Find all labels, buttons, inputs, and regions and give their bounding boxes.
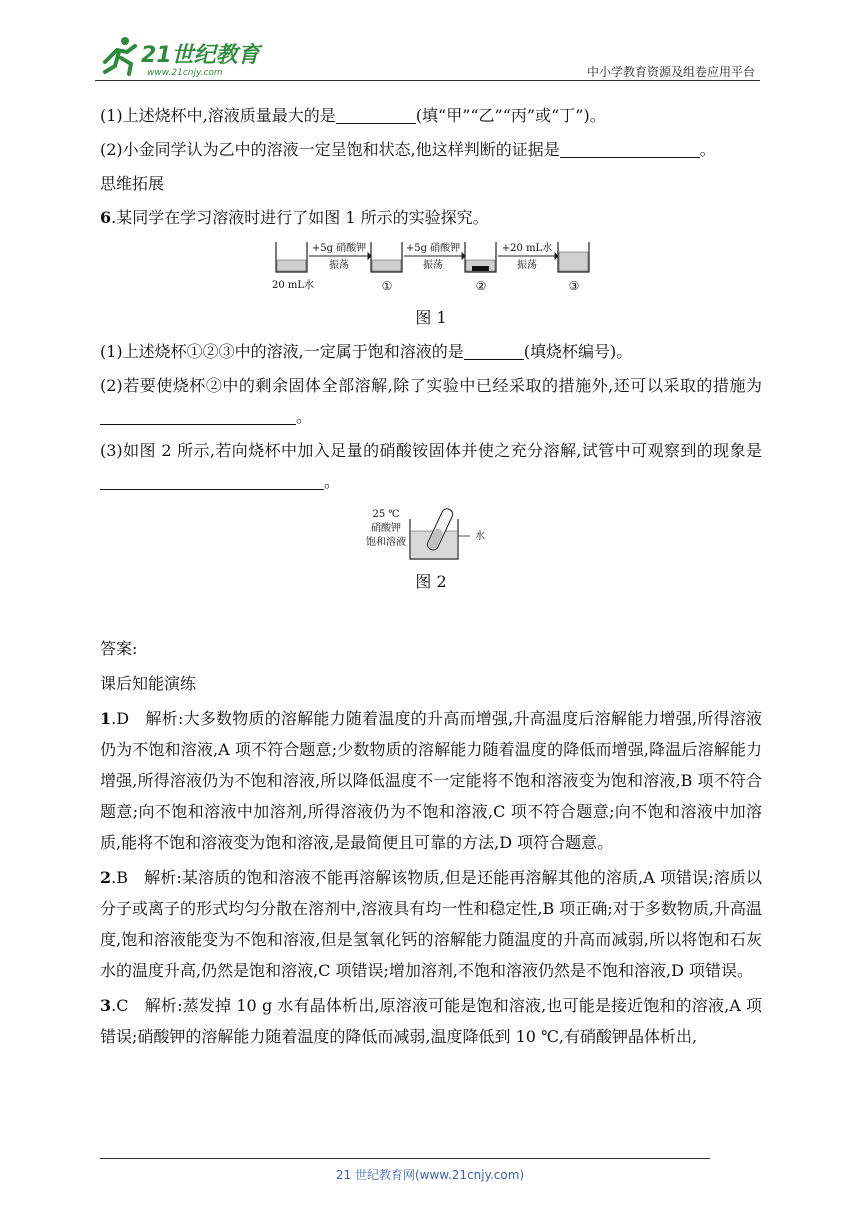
footer-source: 21 世纪教育网(www.21cnjy.com)	[335, 1168, 525, 1182]
site-logo	[95, 32, 265, 80]
figure-2-caption: 图 2	[415, 572, 447, 591]
svg-text:饱和溶液: 饱和溶液	[366, 537, 406, 548]
q5-part1: (1)上述烧杯中,溶液质量最大的是 (填“甲”“乙”“丙”或“丁”)。	[100, 106, 606, 125]
q6-part3: (3)如图 2 所示,若向烧杯中加入足量的硝酸铵固体并使之充分溶解,试管中可观察到的现象是。	[100, 441, 762, 491]
svg-text:①: ①	[381, 279, 393, 293]
figure-1	[271, 238, 591, 296]
footer-divider	[100, 1158, 710, 1159]
platform-name: 中小学教育资源及组卷应用平台	[586, 65, 755, 79]
svg-text:+20 mL水: +20 mL水	[501, 243, 553, 254]
answer-1: 1.D 解析:大多数物质的溶解能力随着温度的升高而增强,升高温度后溶解能力增强,所得溶液仍为不饱和溶液,A 项不符合题意;少数物质的溶解能力随着温度的降低而增强,降温后溶解能力增强,所得溶液仍为不饱和溶液,所以降低温度不一定能将不饱和溶液变为饱和溶液,B 项不符合题意;向不饱和溶液中加溶剂,所得溶液仍为不饱和溶液,C 项不符合题意;向不饱和溶液中加溶质,能将不饱和溶液变为饱和溶液,是最简便且可靠的方法,D 项符合题意。	[100, 709, 762, 852]
figure-2	[366, 507, 496, 563]
q6-part1: (1)上述烧杯①②③中的溶液,一定属于饱和溶液的是 (填烧杯编号)。	[100, 342, 633, 361]
logo-url: www.21cnjy.com	[147, 68, 223, 78]
header-divider	[95, 80, 760, 81]
svg-text:振荡: 振荡	[423, 260, 443, 271]
q6-part2: (2)若要使烧杯②中的剩余固体全部溶解,除了实验中已经采取的措施外,还可以采取的措施为。	[100, 376, 762, 426]
answer-blank	[100, 406, 296, 425]
svg-text:+5g 硝酸钾: +5g 硝酸钾	[311, 243, 367, 254]
q6-stem: 6.某同学在学习溶液时进行了如图 1 所示的实验探究。	[100, 208, 489, 227]
svg-text:振荡: 振荡	[329, 260, 349, 271]
logo-text: 21世纪教育	[141, 43, 260, 68]
answer-blank	[336, 105, 416, 124]
svg-text:20 mL水: 20 mL水	[271, 280, 315, 291]
answers-title: 答案:	[100, 639, 138, 658]
answer-blank	[100, 471, 324, 490]
svg-text:25 ℃: 25 ℃	[372, 509, 400, 520]
answer-blank	[560, 139, 700, 158]
q5-part2: (2)小金同学认为乙中的溶液一定呈饱和状态,他这样判断的证据是 。	[100, 140, 716, 159]
svg-text:水: 水	[475, 531, 485, 542]
runner-icon	[105, 37, 135, 74]
svg-text:③: ③	[568, 279, 580, 293]
figure-1-caption: 图 1	[415, 308, 447, 327]
svg-text:②: ②	[475, 279, 487, 293]
svg-text:硝酸钾: 硝酸钾	[371, 523, 401, 534]
answer-3: 3.C 解析:蒸发掉 10 g 水有晶体析出,原溶液可能是饱和溶液,也可能是接近饱和的溶液,A 项错误;硝酸钾的溶解能力随着温度的降低而减弱,温度降低到 10 ℃,有硝酸钾晶体析出,	[100, 996, 762, 1046]
undissolved-solid	[472, 266, 489, 271]
svg-text:振荡: 振荡	[517, 260, 537, 271]
answer-2: 2.B 解析:某溶质的饱和溶液不能再溶解该物质,但是还能再溶解其他的溶质,A 项错误;溶质以分子或离子的形式均匀分散在溶剂中,溶液具有均一性和稳定性,B 项正确;对于多数物质,升高温度,饱和溶液能变为不饱和溶液,但是氢氧化钙的溶解能力随温度的升高而减弱,所以将饱和石灰水的温度升高,仍然是饱和溶液,C 项错误;增加溶剂,不饱和溶液仍然是不饱和溶液,D 项错误。	[100, 868, 762, 980]
page-content	[100, 100, 762, 1052]
section-title: 思维拓展	[100, 174, 165, 193]
svg-text:+5g 硝酸钾: +5g 硝酸钾	[405, 243, 461, 254]
answer-blank	[464, 341, 524, 360]
answers-subtitle: 课后知能演练	[100, 674, 197, 693]
